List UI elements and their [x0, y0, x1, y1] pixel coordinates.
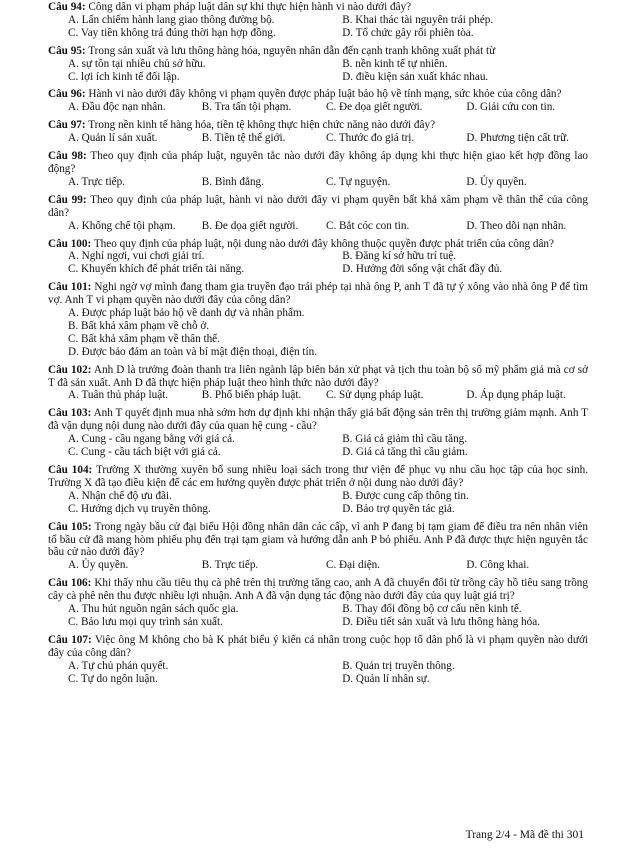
question-text: Công dân vi phạm pháp luật dân sự khi thực hiện hành vi nào dưới đây?: [88, 1, 412, 13]
question-stem: [48, 521, 588, 560]
question: [48, 238, 588, 277]
answer-option-d: D. Tổ chức gây rối phiên tòa.: [342, 26, 474, 39]
answer-option-c: C. Tự nguyện.: [325, 175, 391, 188]
answer-option-c: C. Sử dụng pháp luật.: [325, 389, 424, 402]
question-stem: [48, 464, 588, 490]
answer-row: [48, 132, 588, 145]
answer-option-b: B. Đe dọa giết người.: [201, 219, 299, 232]
answer-row: [48, 490, 588, 503]
answer-option-b: B. Giá cả giảm thì cầu tăng.: [342, 433, 468, 446]
question: [48, 119, 588, 145]
answer-row: [48, 220, 588, 233]
question-text: Trong ngày bầu cử đại biểu Hội đồng nhân dân các cấp, vì anh P đang bị tạm giam để điều tra nên nhân viên tổ bầu cử đã mang hòm phiếu phụ đến trại tạm giam và hướng dẫn anh P bỏ phiếu. Anh P đã được thực hiện nguyên tắc bầu cử nào dưới đây?: [48, 520, 588, 559]
question-number: Câu 99:: [48, 193, 87, 206]
answer-option-b: B. Được cung cấp thông tin.: [342, 489, 469, 502]
answer-option-d: D. Giải cứu con tin.: [466, 101, 556, 114]
question-number: Câu 96:: [48, 88, 86, 101]
answer-option-b: B. Quản trị truyền thông.: [342, 659, 455, 672]
question-number: Câu 105:: [48, 520, 92, 533]
answer-option-b: B. Tiền tệ thế giới.: [201, 132, 286, 145]
question-number: Câu 106:: [48, 577, 92, 590]
answer-option-c: C. Thước đo giá trị.: [325, 132, 415, 145]
question: [48, 577, 588, 629]
answer-option-a: A. Thu hút nguồn ngân sách quốc gia.: [68, 603, 239, 616]
question-stem: [48, 150, 588, 176]
answer-row: [48, 307, 588, 320]
answer-option-c: C. Bảo lưu mọi quy trình sản xuất.: [68, 615, 223, 628]
answer-option-a: A. Tự chủ phán quyết.: [68, 659, 169, 672]
answer-option-a: A. Nghỉ ngơi, vui chơi giải trí.: [68, 250, 205, 263]
answer-option-b: B. Phổ biến pháp luật.: [201, 389, 302, 402]
question-stem: [48, 88, 588, 101]
answer-option-d: D. Theo dõi nạn nhân.: [466, 219, 567, 232]
question: [48, 364, 588, 403]
question: [48, 634, 588, 686]
answer-row: [48, 101, 588, 114]
answer-option-d: D. Áp dụng pháp luật.: [466, 389, 566, 402]
question: [48, 281, 588, 358]
question-text: Việc ông M không cho bà K phát biểu ý kiến cá nhân trong cuộc họp tổ dân phố là vi phạm quyền nào dưới đây của công dân?: [48, 633, 588, 659]
answer-row: [48, 389, 588, 402]
question: [48, 88, 588, 114]
answer-row: [48, 333, 588, 346]
question-stem: [48, 577, 588, 603]
answer-option-d: D. Được bảo đảm an toàn và bí mật điện thoại, điện tín.: [68, 345, 318, 358]
answer-option-a: A. Cung - cầu ngang bằng với giá cả.: [68, 433, 235, 446]
question-stem: [48, 45, 588, 58]
answer-option-c: C. lợi ích kinh tế đối lập.: [68, 70, 180, 83]
answer-row: [48, 320, 588, 333]
question-number: Câu 97:: [48, 119, 86, 132]
question-stem: [48, 407, 588, 433]
answer-option-b: B. Thay đổi đồng bộ cơ cấu nền kinh tế.: [342, 603, 522, 616]
answer-option-b: B. nền kinh tế tự nhiên.: [342, 57, 448, 70]
question-number: Câu 94:: [48, 1, 86, 13]
question-stem: [48, 194, 588, 220]
answer-option-c: C. Đe dọa giết người.: [325, 101, 423, 114]
answer-option-d: D. điều kiện sản xuất khác nhau.: [342, 70, 489, 83]
answer-option-d: D. Bảo trợ quyền tác giả.: [342, 502, 455, 515]
answer-option-a: A. Tuân thủ pháp luật.: [68, 389, 169, 402]
answer-row: [48, 433, 588, 446]
answer-row: [48, 503, 588, 516]
answer-option-b: B. Bình đẳng.: [201, 175, 264, 188]
question-number: Câu 98:: [48, 150, 87, 163]
answer-option-a: A. Lấn chiếm hành lang giao thông đường bộ.: [68, 13, 275, 26]
question-stem: [48, 634, 588, 660]
answer-row: [48, 250, 588, 263]
answer-option-b: B. Bất khả xâm phạm về chỗ ở.: [68, 319, 210, 332]
answer-option-d: D. Hưởng đời sống vật chất đầy đủ.: [342, 263, 503, 276]
question: [48, 1, 588, 40]
question: [48, 407, 588, 459]
answer-option-b: B. Khai thác tài nguyên trái phép.: [342, 13, 494, 26]
answer-option-d: D. Quản lí nhân sự.: [342, 672, 430, 685]
question-stem: [48, 238, 588, 251]
answer-row: [48, 346, 588, 359]
question-number: Câu 102:: [48, 363, 92, 376]
answer-row: [48, 71, 588, 84]
answer-option-a: A. Được pháp luật bảo hộ về danh dự và nhân phẩm.: [68, 307, 305, 320]
question-text: Anh D là trưởng đoàn thanh tra liên ngành lập biên bản xử phạt và tịch thu toàn bộ số mỹ phẩm giả mà cơ sở T đã sản xuất. Anh D đã thực hiện pháp luật theo hình thức nào dưới đây?: [48, 363, 589, 389]
answer-row: [48, 27, 588, 40]
question-text: Trong nền kinh tế hàng hóa, tiền tệ không thực hiện chức năng nào dưới đây?: [88, 119, 436, 132]
question: [48, 521, 588, 573]
answer-option-c: C. Đại diện.: [325, 559, 381, 572]
answer-option-d: D. Ủy quyền.: [466, 175, 527, 188]
question-text: Khi thấy nhu cầu tiêu thụ cà phê trên thị trường tăng cao, anh A đã chuyển đổi từ trồng cây hồ tiêu sang trồng cây cà phê nên thu được nhiều lợi nhuận. Anh A đã vận dụng tác động nào dưới đây của quy luật giá trị?: [48, 577, 588, 603]
answer-row: [48, 673, 588, 686]
answer-option-c: C. Tự do ngôn luận.: [68, 672, 158, 685]
answer-option-c: C. Cung - cầu tách biệt với giá cả.: [68, 446, 221, 459]
answer-row: [48, 446, 588, 459]
question-number: Câu 95:: [48, 44, 86, 57]
answer-option-a: A. sự tồn tại nhiều chủ sở hữu.: [68, 57, 206, 70]
answer-option-c: C. Bắt cóc con tin.: [325, 219, 410, 232]
answer-option-b: B. Đăng kí sở hữu trí tuệ.: [342, 250, 457, 263]
answer-row: [48, 58, 588, 71]
answer-option-c: C. Bất khả xâm phạm về thân thể.: [68, 332, 220, 345]
answer-option-d: D. Điều tiết sản xuất và lưu thông hàng hóa.: [342, 615, 540, 628]
question-text: Nghi ngờ vợ mình đang tham gia truyền đạo trái phép tại nhà ông P, anh T đã tự ý xông vào nhà ông P để tìm vợ. Anh T vi phạm quyền nào dưới đây của công dân?: [48, 281, 588, 307]
answer-option-a: A. Khống chế tội phạm.: [68, 219, 176, 232]
question-number: Câu 101:: [48, 281, 92, 294]
answer-option-d: D. Giá cả tăng thì cầu giảm.: [342, 446, 468, 459]
answer-row: [48, 660, 588, 673]
answer-option-b: B. Tra tấn tội phạm.: [201, 101, 292, 114]
question-number: Câu 104:: [48, 464, 93, 476]
question: [48, 194, 588, 233]
question: [48, 150, 588, 189]
answer-option-a: A. Trực tiếp.: [68, 175, 126, 188]
question-stem: [48, 119, 588, 132]
question-text: Trường X thường xuyên bổ sung nhiều loại sách trong thư viện để phục vụ nhu cầu học tập của học sinh. Trường X đã tạo điều kiện để các em hưởng quyền được phát triển ở nội dung nào dưới đây?: [48, 464, 588, 489]
question-text: Theo quy định của pháp luật, nguyên tắc nào dưới đây không áp dụng khi thực hiện giao kết hợp đồng lao động?: [48, 150, 588, 175]
page-footer: Trang 2/4 - Mã đề thi 301: [465, 829, 584, 841]
question: [48, 464, 588, 516]
question-number: Câu 100:: [48, 237, 92, 250]
answer-option-a: A. Quản lí sản xuất.: [68, 132, 158, 145]
question-text: Anh T quyết định mua nhà sớm hơn dự định khi nhận thấy giá bất động sản trên thị trường giảm mạnh. Anh T đã vận dụng nội dung nào dưới đây của quan hệ cung - cầu?: [48, 407, 588, 433]
answer-row: [48, 176, 588, 189]
question-text: Hành vi nào dưới đây không vi phạm quyền được pháp luật bảo hộ về tính mạng, sức khỏe của công dân?: [88, 88, 562, 101]
answer-row: [48, 14, 588, 27]
question-text: Theo quy định của pháp luật, hành vi nào dưới đây vi phạm quyền bất khả xâm phạm về thân thể của công dân?: [48, 193, 588, 219]
answer-option-c: C. Vay tiền không trả đúng thời hạn hợp đồng.: [68, 26, 276, 39]
answer-row: [48, 603, 588, 616]
question-text: Trong sản xuất và lưu thông hàng hóa, nguyên nhân dẫn đến cạnh tranh không xuất phát từ: [88, 44, 496, 57]
answer-option-a: A. Ủy quyền.: [68, 559, 129, 572]
answer-option-a: A. Nhận chế độ ưu đãi.: [68, 489, 172, 502]
answer-row: [48, 263, 588, 276]
answer-row: [48, 616, 588, 629]
exam-page: [48, 1, 588, 691]
answer-option-a: A. Đầu độc nạn nhân.: [68, 101, 166, 114]
answer-option-b: B. Trực tiếp.: [201, 559, 259, 572]
question-stem: [48, 281, 588, 307]
question-number: Câu 103:: [48, 407, 92, 420]
answer-option-d: D. Công khai.: [466, 559, 530, 572]
answer-row: [48, 559, 588, 572]
question-number: Câu 107:: [48, 633, 92, 646]
question-stem: [48, 364, 588, 390]
answer-option-d: D. Phương tiện cất trữ.: [466, 132, 569, 145]
question: [48, 45, 588, 84]
question-text: Theo quy định của pháp luật, nội dung nào dưới đây không thuộc quyền được phát triển của công dân?: [93, 237, 554, 250]
answer-option-c: C. Khuyến khích để phát triển tài năng.: [68, 263, 245, 276]
question-stem: [48, 1, 588, 14]
answer-option-c: C. Hướng dịch vụ truyền thông.: [68, 502, 211, 515]
